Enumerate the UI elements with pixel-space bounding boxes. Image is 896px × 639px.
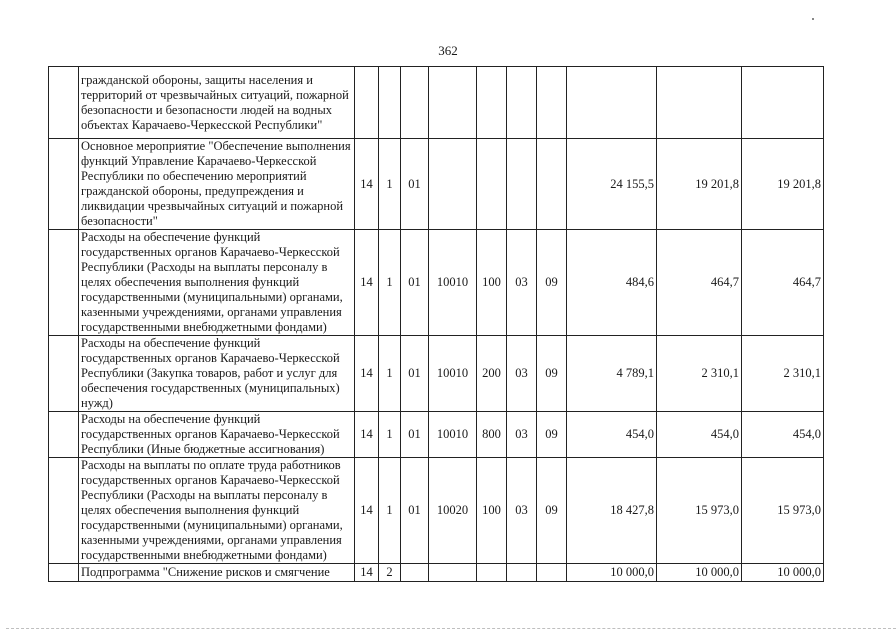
amount-year2-cell: 454,0 xyxy=(657,412,742,458)
table-row xyxy=(49,67,824,139)
code-program-cell xyxy=(355,67,379,139)
code-subsection-cell xyxy=(537,67,567,139)
code-subsection-cell: 09 xyxy=(537,458,567,564)
description-cell: Расходы на обеспечение функций государственных органов Карачаево-Черкесской Республики (Расходы на выплаты персоналу в целях обеспечения выполнения функций государственными (муниципальными) органами, казенными учреждениями, органами управления государственными внебюджетными фондами) xyxy=(79,230,355,336)
amount-year3-cell: 2 310,1 xyxy=(742,336,824,412)
amount-year3-cell: 464,7 xyxy=(742,230,824,336)
amount-year2-cell: 10 000,0 xyxy=(657,564,742,582)
row-number-cell xyxy=(49,336,79,412)
code-expense-type-cell: 200 xyxy=(477,336,507,412)
code-activity-cell: 01 xyxy=(401,230,429,336)
code-subprogram-cell: 1 xyxy=(379,336,401,412)
page-number: 362 xyxy=(438,43,458,58)
row-number-cell xyxy=(49,139,79,230)
code-section-cell: 03 xyxy=(507,412,537,458)
row-number-cell xyxy=(49,412,79,458)
code-subprogram-cell: 1 xyxy=(379,458,401,564)
row-number-cell xyxy=(49,458,79,564)
code-section-cell: 03 xyxy=(507,336,537,412)
code-section-cell xyxy=(507,139,537,230)
description-cell: Расходы на обеспечение функций государственных органов Карачаево-Черкесской Республики (Иные бюджетные ассигнования) xyxy=(79,412,355,458)
code-activity-cell: 01 xyxy=(401,139,429,230)
code-program-cell: 14 xyxy=(355,139,379,230)
amount-year3-cell: 15 973,0 xyxy=(742,458,824,564)
code-program-cell: 14 xyxy=(355,230,379,336)
code-program-cell: 14 xyxy=(355,336,379,412)
row-number-cell xyxy=(49,67,79,139)
row-number-cell xyxy=(49,564,79,582)
table-row xyxy=(49,564,824,582)
code-direction-cell: 10020 xyxy=(429,458,477,564)
code-program-cell: 14 xyxy=(355,458,379,564)
table-row xyxy=(49,230,824,336)
code-direction-cell xyxy=(429,564,477,582)
code-program-cell: 14 xyxy=(355,564,379,582)
amount-year1-cell: 18 427,8 xyxy=(567,458,657,564)
code-activity-cell xyxy=(401,67,429,139)
amount-year1-cell: 24 155,5 xyxy=(567,139,657,230)
table-row xyxy=(49,412,824,458)
amount-year2-cell: 19 201,8 xyxy=(657,139,742,230)
code-subprogram-cell: 1 xyxy=(379,139,401,230)
table-row xyxy=(49,336,824,412)
table-row xyxy=(49,458,824,564)
amount-year1-cell: 10 000,0 xyxy=(567,564,657,582)
code-activity-cell: 01 xyxy=(401,336,429,412)
code-activity-cell xyxy=(401,564,429,582)
code-section-cell: 03 xyxy=(507,230,537,336)
code-subsection-cell: 09 xyxy=(537,336,567,412)
table-row xyxy=(49,139,824,230)
code-subsection-cell xyxy=(537,139,567,230)
code-direction-cell: 10010 xyxy=(429,230,477,336)
code-direction-cell: 10010 xyxy=(429,336,477,412)
code-expense-type-cell: 800 xyxy=(477,412,507,458)
amount-year3-cell: 19 201,8 xyxy=(742,139,824,230)
code-subprogram-cell xyxy=(379,67,401,139)
row-number-cell xyxy=(49,230,79,336)
amount-year2-cell: 2 310,1 xyxy=(657,336,742,412)
code-subsection-cell: 09 xyxy=(537,412,567,458)
description-cell: Подпрограмма "Снижение рисков и смягчение xyxy=(79,564,355,582)
code-activity-cell: 01 xyxy=(401,412,429,458)
code-subsection-cell xyxy=(537,564,567,582)
amount-year1-cell: 4 789,1 xyxy=(567,336,657,412)
amount-year2-cell: 15 973,0 xyxy=(657,458,742,564)
amount-year1-cell: 484,6 xyxy=(567,230,657,336)
code-direction-cell: 10010 xyxy=(429,412,477,458)
description-cell: Расходы на выплаты по оплате труда работников государственных органов Карачаево-Черкесской Республики (Расходы на выплаты персоналу в целях обеспечения выполнения функций государственными (муниципальными) органами, казенными учреждениями, органами управления государственными внебюджетными фондами) xyxy=(79,458,355,564)
description-cell: гражданской обороны, защиты населения и территорий от чрезвычайных ситуаций, пожарной безопасности и безопасности людей на водных объектах Карачаево-Черкесской Республики" xyxy=(79,67,355,139)
code-direction-cell xyxy=(429,139,477,230)
code-section-cell xyxy=(507,564,537,582)
code-direction-cell xyxy=(429,67,477,139)
code-subsection-cell: 09 xyxy=(537,230,567,336)
code-activity-cell: 01 xyxy=(401,458,429,564)
code-section-cell: 03 xyxy=(507,458,537,564)
amount-year1-cell: 454,0 xyxy=(567,412,657,458)
code-expense-type-cell: 100 xyxy=(477,230,507,336)
code-expense-type-cell: 100 xyxy=(477,458,507,564)
amount-year2-cell: 464,7 xyxy=(657,230,742,336)
code-expense-type-cell xyxy=(477,564,507,582)
code-program-cell: 14 xyxy=(355,412,379,458)
scan-artifact xyxy=(812,18,814,20)
amount-year2-cell xyxy=(657,67,742,139)
scan-edge-line xyxy=(6,628,896,629)
code-section-cell xyxy=(507,67,537,139)
code-expense-type-cell xyxy=(477,67,507,139)
code-expense-type-cell xyxy=(477,139,507,230)
description-cell: Основное мероприятие "Обеспечение выполнения функций Управление Карачаево-Черкесской Республики по обеспечению мероприятий гражданской обороны, предупреждения и ликвидации чрезвычайных ситуаций и пожарной безопасности" xyxy=(79,139,355,230)
budget-table xyxy=(48,66,824,582)
amount-year3-cell xyxy=(742,67,824,139)
code-subprogram-cell: 1 xyxy=(379,230,401,336)
code-subprogram-cell: 2 xyxy=(379,564,401,582)
amount-year3-cell: 454,0 xyxy=(742,412,824,458)
code-subprogram-cell: 1 xyxy=(379,412,401,458)
amount-year3-cell: 10 000,0 xyxy=(742,564,824,582)
description-cell: Расходы на обеспечение функций государственных органов Карачаево-Черкесской Республики (Закупка товаров, работ и услуг для обеспечения государственных (муниципальных) нужд) xyxy=(79,336,355,412)
amount-year1-cell xyxy=(567,67,657,139)
